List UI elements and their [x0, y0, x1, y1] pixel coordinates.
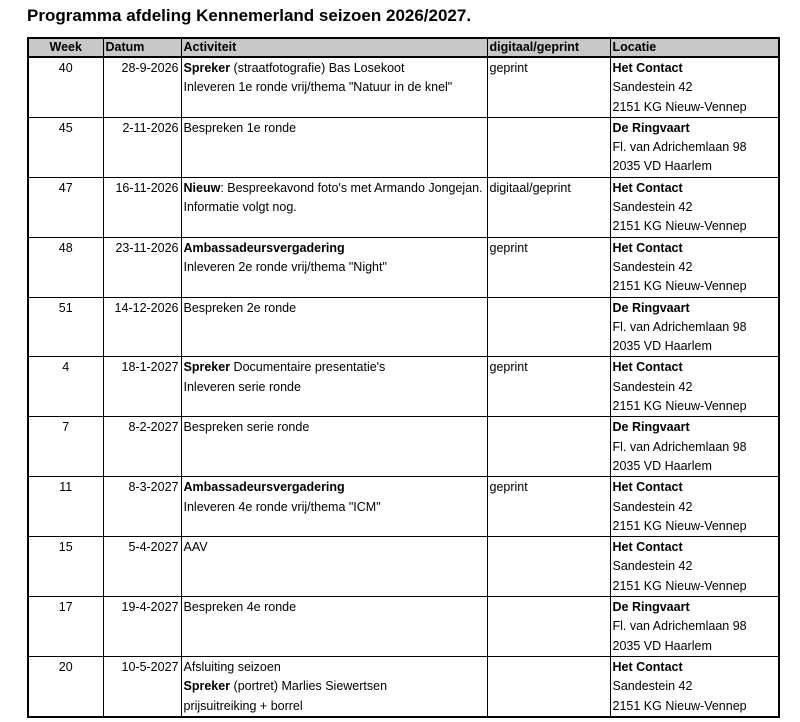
activity-line — [184, 538, 485, 557]
location-name: Het Contact — [612, 360, 683, 375]
cell-locatie — [610, 417, 779, 477]
cell-week: 4 — [28, 357, 103, 417]
cell-activiteit — [181, 656, 487, 716]
cell-week: 15 — [28, 537, 103, 597]
activity-text: Documentaire presentatie's — [230, 360, 386, 375]
activity-line — [184, 198, 485, 217]
activity-line — [184, 418, 485, 437]
activity-line — [184, 598, 485, 617]
location-city: 2151 KG Nieuw-Vennep — [612, 518, 747, 533]
location-street: Sandestein 42 — [612, 559, 693, 574]
activity-line — [184, 478, 485, 497]
cell-locatie — [610, 477, 779, 537]
header-locatie: Locatie — [610, 38, 779, 57]
page-title: Programma afdeling Kennemerland seizoen 2026/2027. — [27, 6, 472, 25]
location-name: Het Contact — [612, 240, 683, 255]
location-name: De Ringvaart — [612, 420, 690, 435]
cell-locatie — [610, 297, 779, 357]
activity-text: Afsluiting seizoen — [183, 659, 281, 674]
location-name: Het Contact — [612, 659, 683, 674]
location-city: 2151 KG Nieuw-Vennep — [612, 578, 747, 593]
location-name: De Ringvaart — [612, 120, 690, 135]
cell-week: 17 — [28, 597, 103, 657]
cell-activiteit — [181, 597, 487, 657]
location-city: 2151 KG Nieuw-Vennep — [612, 399, 747, 414]
header-digitaal: digitaal/geprint — [487, 38, 610, 57]
cell-activiteit — [181, 537, 487, 597]
location-name: Het Contact — [612, 61, 683, 75]
cell-locatie — [610, 177, 779, 237]
cell-locatie — [610, 117, 779, 177]
location-city: 2151 KG Nieuw-Vennep — [612, 279, 747, 294]
cell-datum: 5-4-2027 — [103, 537, 181, 597]
activity-line — [184, 299, 485, 318]
table-row — [28, 57, 779, 117]
table-row — [28, 237, 779, 297]
location-name: De Ringvaart — [612, 300, 690, 315]
activity-text: AAV — [183, 540, 208, 555]
cell-activiteit — [181, 57, 487, 117]
header-activiteit: Activiteit — [181, 38, 487, 57]
activity-line — [184, 697, 485, 716]
cell-datum: 8-2-2027 — [103, 417, 181, 477]
location-street: Sandestein 42 — [612, 80, 693, 95]
cell-datum: 10-5-2027 — [103, 656, 181, 716]
location-name: Het Contact — [612, 540, 683, 555]
cell-activiteit — [181, 177, 487, 237]
cell-activiteit — [181, 477, 487, 537]
cell-activiteit — [181, 237, 487, 297]
table-row — [28, 597, 779, 657]
activity-text: (portret) Marlies Siewertsen — [230, 679, 388, 694]
activity-bold-text: Spreker — [183, 61, 231, 75]
location-name: Het Contact — [612, 180, 683, 195]
location-street: Sandestein 42 — [612, 259, 693, 274]
location-city: 2035 VD Haarlem — [612, 458, 712, 473]
activity-line — [184, 658, 485, 677]
cell-activiteit — [181, 297, 487, 357]
activity-text: Inleveren 4e ronde vrij/thema "ICM" — [183, 499, 381, 514]
cell-week: 45 — [28, 117, 103, 177]
location-city: 2035 VD Haarlem — [612, 159, 712, 174]
cell-activiteit — [181, 417, 487, 477]
location-city: 2151 KG Nieuw-Vennep — [612, 219, 747, 234]
activity-text: Inleveren 1e ronde vrij/thema "Natuur in de knel" — [183, 80, 453, 95]
location-city: 2035 VD Haarlem — [612, 339, 712, 354]
cell-datum: 28-9-2026 — [103, 57, 181, 117]
cell-week: 47 — [28, 177, 103, 237]
cell-datum: 18-1-2027 — [103, 357, 181, 417]
activity-line — [184, 78, 485, 97]
activity-line — [184, 378, 485, 397]
table-row — [28, 477, 779, 537]
cell-digitaal: geprint — [487, 57, 610, 117]
cell-digitaal — [487, 537, 610, 597]
cell-digitaal — [487, 297, 610, 357]
cell-digitaal: digitaal/geprint — [487, 177, 610, 237]
location-street: Fl. van Adrichemlaan 98 — [612, 619, 747, 634]
cell-digitaal — [487, 656, 610, 716]
cell-activiteit — [181, 117, 487, 177]
location-street: Fl. van Adrichemlaan 98 — [612, 439, 747, 454]
cell-activiteit — [181, 357, 487, 417]
activity-text: Informatie volgt nog. — [183, 200, 297, 215]
cell-week: 20 — [28, 656, 103, 716]
cell-datum: 16-11-2026 — [103, 177, 181, 237]
activity-bold-text: Spreker — [183, 360, 231, 375]
cell-digitaal — [487, 117, 610, 177]
header-week: Week — [28, 38, 103, 57]
cell-datum: 19-4-2027 — [103, 597, 181, 657]
cell-digitaal — [487, 417, 610, 477]
table-row — [28, 117, 779, 177]
location-street: Fl. van Adrichemlaan 98 — [612, 140, 747, 155]
location-street: Sandestein 42 — [612, 379, 693, 394]
location-city: 2151 KG Nieuw-Vennep — [612, 99, 747, 114]
table-row — [28, 297, 779, 357]
activity-line — [184, 358, 485, 377]
location-name: De Ringvaart — [612, 600, 690, 615]
cell-week: 40 — [28, 57, 103, 117]
activity-text: Bespreken serie ronde — [183, 420, 310, 435]
activity-text: prijsuitreiking + borrel — [183, 698, 303, 713]
cell-week: 51 — [28, 297, 103, 357]
activity-text: : Bespreekavond foto's met Armando Jongejan. — [220, 180, 483, 195]
activity-text: Bespreken 2e ronde — [183, 300, 297, 315]
cell-locatie — [610, 597, 779, 657]
cell-week: 11 — [28, 477, 103, 537]
activity-text: Bespreken 4e ronde — [183, 600, 297, 615]
location-name: Het Contact — [612, 480, 683, 495]
location-street: Sandestein 42 — [612, 499, 693, 514]
cell-datum: 23-11-2026 — [103, 237, 181, 297]
activity-bold-text: Spreker — [183, 679, 231, 694]
location-city: 2151 KG Nieuw-Vennep — [612, 698, 747, 713]
activity-text: Bespreken 1e ronde — [183, 120, 297, 135]
table-row — [28, 357, 779, 417]
cell-locatie — [610, 237, 779, 297]
cell-locatie — [610, 57, 779, 117]
location-city: 2035 VD Haarlem — [612, 638, 712, 653]
location-street: Sandestein 42 — [612, 679, 693, 694]
activity-bold-text: Nieuw — [183, 180, 221, 195]
activity-line — [184, 59, 485, 78]
cell-locatie — [610, 656, 779, 716]
activity-text: Inleveren 2e ronde vrij/thema "Night" — [183, 259, 387, 274]
table-row — [28, 177, 779, 237]
cell-datum: 2-11-2026 — [103, 117, 181, 177]
table-row — [28, 537, 779, 597]
activity-bold-text: Ambassadeursvergadering — [183, 240, 345, 255]
table-header-row — [28, 38, 779, 57]
cell-digitaal: geprint — [487, 477, 610, 537]
activity-text: (straatfotografie) Bas Losekoot — [230, 61, 405, 75]
cell-datum: 14-12-2026 — [103, 297, 181, 357]
table-row — [28, 417, 779, 477]
cell-digitaal: geprint — [487, 357, 610, 417]
location-street: Sandestein 42 — [612, 200, 693, 215]
activity-bold-text: Ambassadeursvergadering — [183, 480, 345, 495]
cell-digitaal — [487, 597, 610, 657]
activity-line — [184, 179, 485, 198]
location-street: Fl. van Adrichemlaan 98 — [612, 319, 747, 334]
activity-line — [184, 119, 485, 138]
cell-datum: 8-3-2027 — [103, 477, 181, 537]
header-datum: Datum — [103, 38, 181, 57]
program-table — [27, 37, 780, 718]
table-row — [28, 656, 779, 716]
cell-locatie — [610, 537, 779, 597]
activity-line — [184, 498, 485, 517]
activity-text: Inleveren serie ronde — [183, 379, 301, 394]
cell-digitaal: geprint — [487, 237, 610, 297]
activity-line — [184, 677, 485, 696]
cell-week: 7 — [28, 417, 103, 477]
activity-line — [184, 239, 485, 258]
activity-line — [184, 258, 485, 277]
cell-locatie — [610, 357, 779, 417]
cell-week: 48 — [28, 237, 103, 297]
